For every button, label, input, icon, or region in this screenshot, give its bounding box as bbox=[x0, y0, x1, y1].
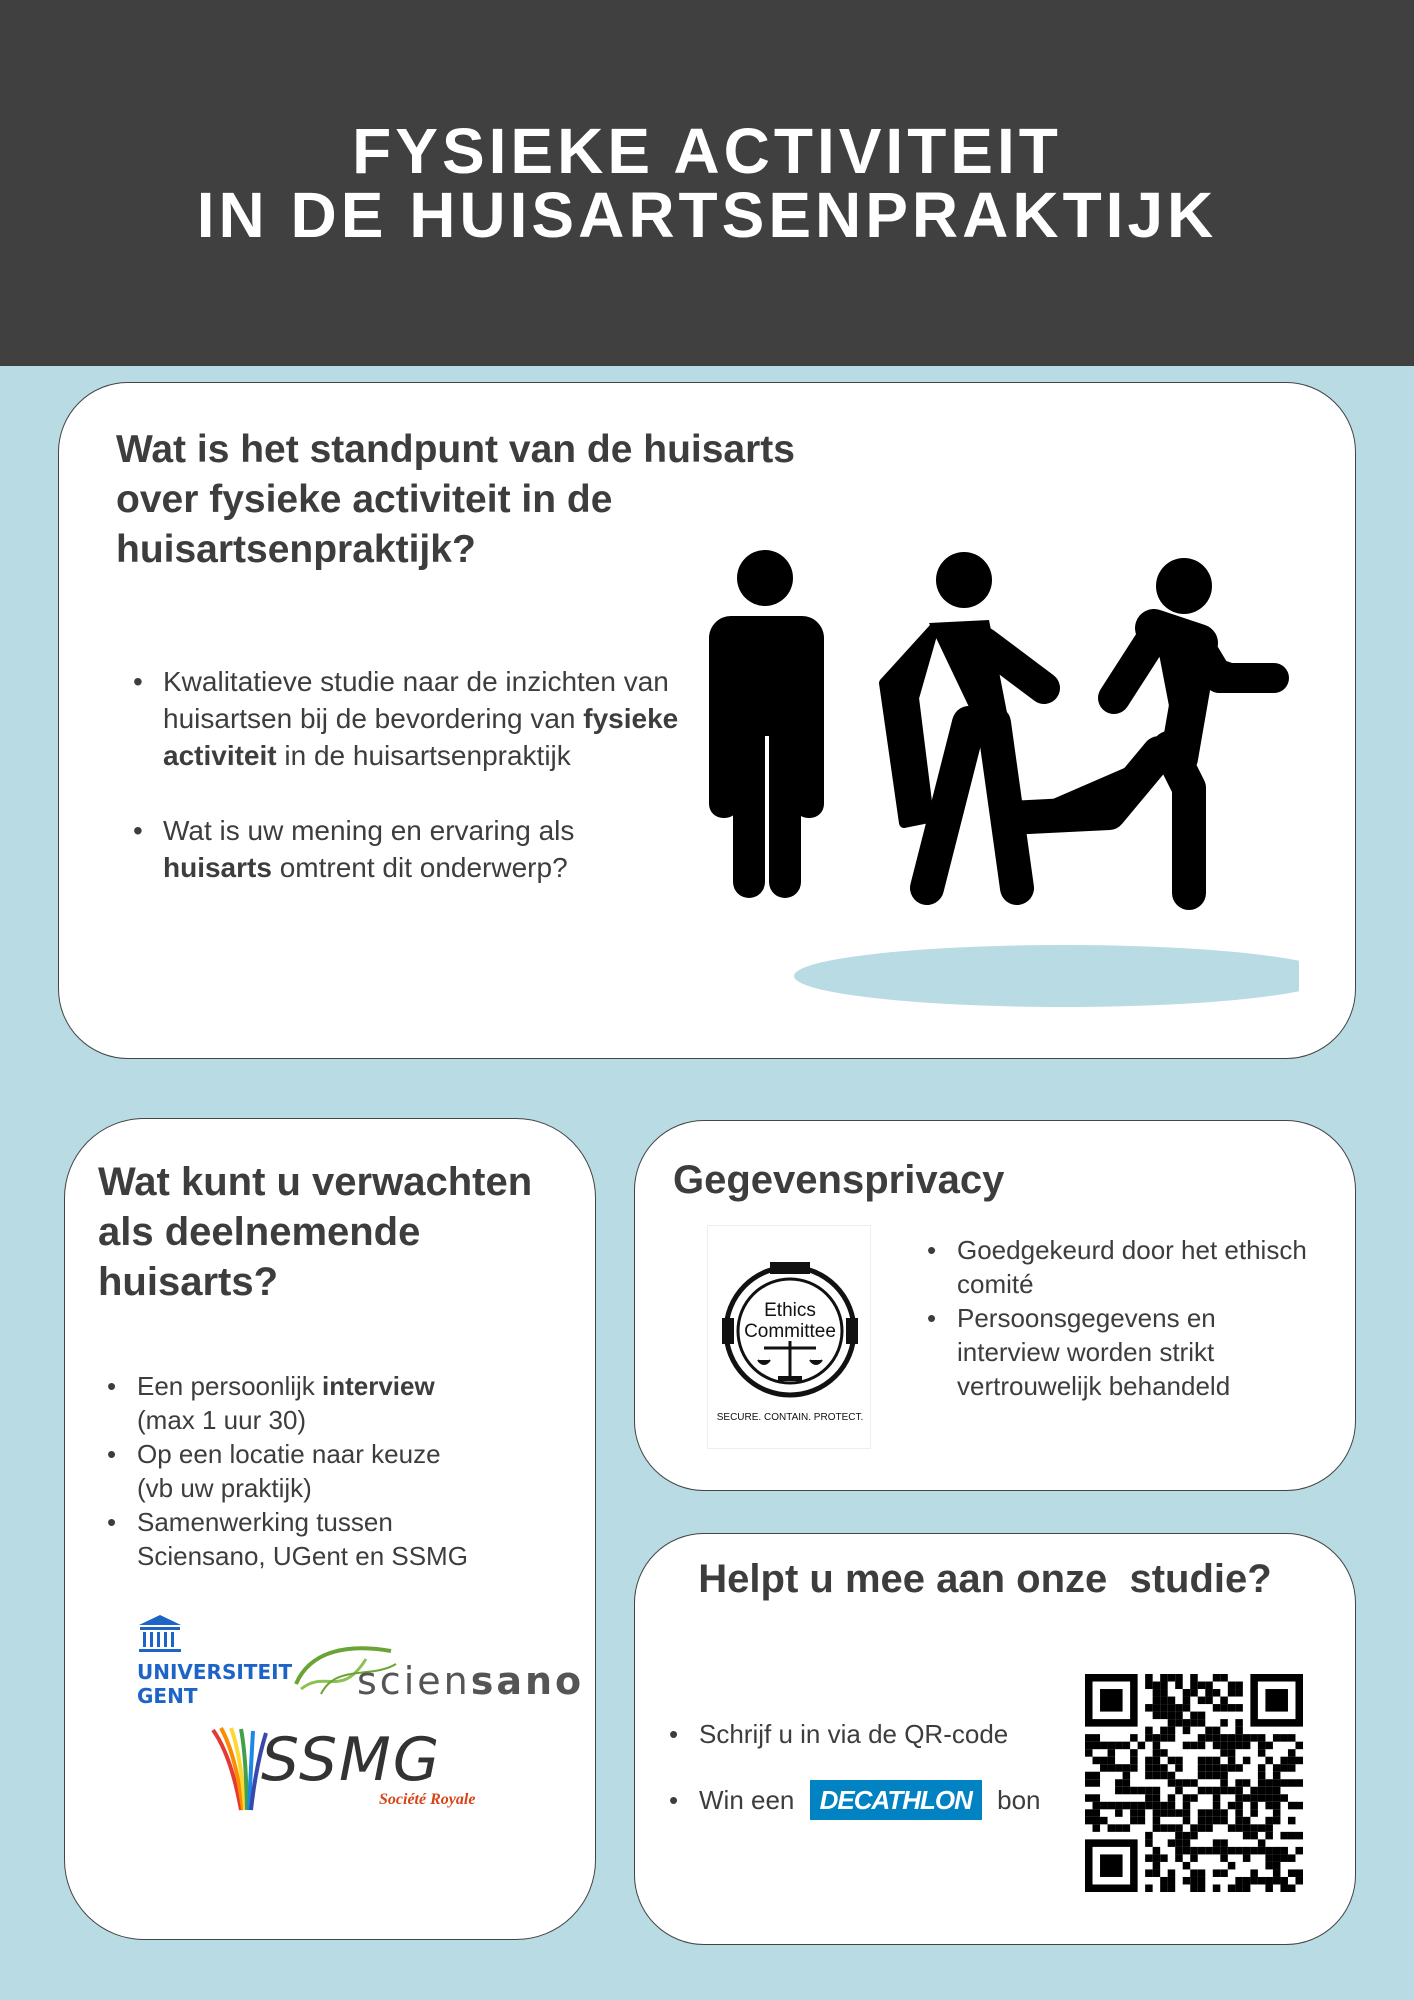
expectations-card bbox=[64, 1118, 596, 1940]
participate-bullet-1: • Schrijf u in via de QR-code bbox=[667, 1714, 1087, 1754]
expectations-bullet-3-line-1: Samenwerking tussen bbox=[137, 1507, 393, 1537]
expectations-heading-line-1: Wat kunt u verwachten bbox=[98, 1160, 533, 1204]
intro-bullet-1 bbox=[131, 663, 691, 774]
expectations-heading-line-3: huisarts? bbox=[98, 1260, 279, 1304]
expectations-bullet-2-line-2: (vb uw praktijk) bbox=[137, 1473, 312, 1503]
intro-bullet-2 bbox=[131, 812, 691, 886]
ethics-committee-seal bbox=[707, 1225, 871, 1449]
expectations-bullets bbox=[105, 1369, 575, 1573]
expectations-bullet-2 bbox=[105, 1437, 575, 1505]
sciensano-text-a: scien bbox=[357, 1659, 471, 1703]
intro-bullet-2-bold: huisarts bbox=[163, 852, 272, 883]
sciensano-text-b: sano bbox=[470, 1659, 585, 1703]
expectations-heading bbox=[98, 1157, 532, 1307]
expectations-bullet-3-line-2: Sciensano, UGent en SSMG bbox=[137, 1541, 468, 1571]
ssmg-subtitle: Société Royale bbox=[379, 1791, 476, 1808]
intro-heading-line-2: over fysieke activiteit in de bbox=[116, 478, 613, 521]
ugent-logo-line-1: UNIVERSITEIT bbox=[137, 1660, 293, 1684]
seal-text-line-1: Ethics bbox=[764, 1300, 816, 1321]
poster-header bbox=[0, 0, 1414, 366]
ugent-logo bbox=[137, 1613, 292, 1708]
privacy-heading: Gegevensprivacy bbox=[673, 1158, 1005, 1202]
privacy-bullets bbox=[925, 1233, 1325, 1403]
privacy-bullet-2: • Persoonsgegevens en interview worden strikt vertrouwelijk behandeld bbox=[925, 1301, 1325, 1403]
intro-bullet-2-text-a: Wat is uw mening en ervaring als bbox=[163, 815, 575, 846]
intro-bullet-1-text-a: Kwalitatieve studie naar de inzichten van huisartsen bij de bevordering van bbox=[163, 666, 669, 734]
expectations-bullet-3 bbox=[105, 1505, 575, 1573]
privacy-bullet-1: • Goedgekeurd door het ethisch comité bbox=[925, 1233, 1325, 1301]
participate-bullet-2-post: bon bbox=[997, 1785, 1041, 1815]
ugent-logo-line-2: GENT bbox=[137, 1684, 198, 1708]
participate-bullets bbox=[667, 1714, 1087, 1820]
expectations-bullet-1-text: Een persoonlijk bbox=[137, 1371, 322, 1401]
seal-text-line-2: Committee bbox=[744, 1321, 836, 1342]
expectations-bullet-1-sub: (max 1 uur 30) bbox=[137, 1405, 307, 1435]
intro-bullet-1-text-b: in de huisartsenpraktijk bbox=[276, 740, 571, 771]
privacy-card bbox=[634, 1120, 1356, 1491]
expectations-bullet-1-bold: interview bbox=[322, 1371, 435, 1401]
expectations-bullet-2-line-1: Op een locatie naar keuze bbox=[137, 1439, 441, 1469]
intro-heading bbox=[116, 425, 795, 575]
participate-heading: Helpt u mee aan onze studie? bbox=[698, 1557, 1272, 1601]
participate-bullet-2 bbox=[667, 1780, 1087, 1820]
poster-title bbox=[196, 115, 1218, 251]
title-line-1: FYSIEKE ACTIVITEIT bbox=[352, 115, 1062, 187]
intro-card bbox=[58, 382, 1356, 1059]
intro-bullets bbox=[131, 663, 691, 886]
expectations-heading-line-2: als deelnemende bbox=[98, 1210, 421, 1254]
ugent-building-icon bbox=[137, 1613, 183, 1653]
seal-motto: SECURE. CONTAIN. PROTECT. bbox=[716, 1412, 864, 1423]
intro-bullet-1-bold: fysieke activiteit bbox=[163, 703, 679, 771]
intro-heading-line-3: huisartsenpraktijk? bbox=[116, 528, 476, 571]
ssmg-text: SSMG bbox=[261, 1725, 442, 1795]
participate-card bbox=[634, 1533, 1356, 1945]
decathlon-logo: DECATHLON bbox=[810, 1780, 982, 1820]
intro-heading-line-1: Wat is het standpunt van de huisarts bbox=[116, 428, 795, 471]
title-line-2: IN DE HUISARTSENPRAKTIJK bbox=[196, 179, 1218, 251]
standing-walking-running-people-icon bbox=[699, 548, 1299, 1008]
qr-code-icon[interactable] bbox=[1085, 1674, 1303, 1897]
participate-bullet-2-pre: Win een bbox=[699, 1785, 795, 1815]
ssmg-logo bbox=[211, 1725, 491, 1815]
expectations-bullet-1 bbox=[105, 1369, 575, 1437]
intro-bullet-2-text-b: omtrent dit onderwerp? bbox=[271, 852, 568, 883]
